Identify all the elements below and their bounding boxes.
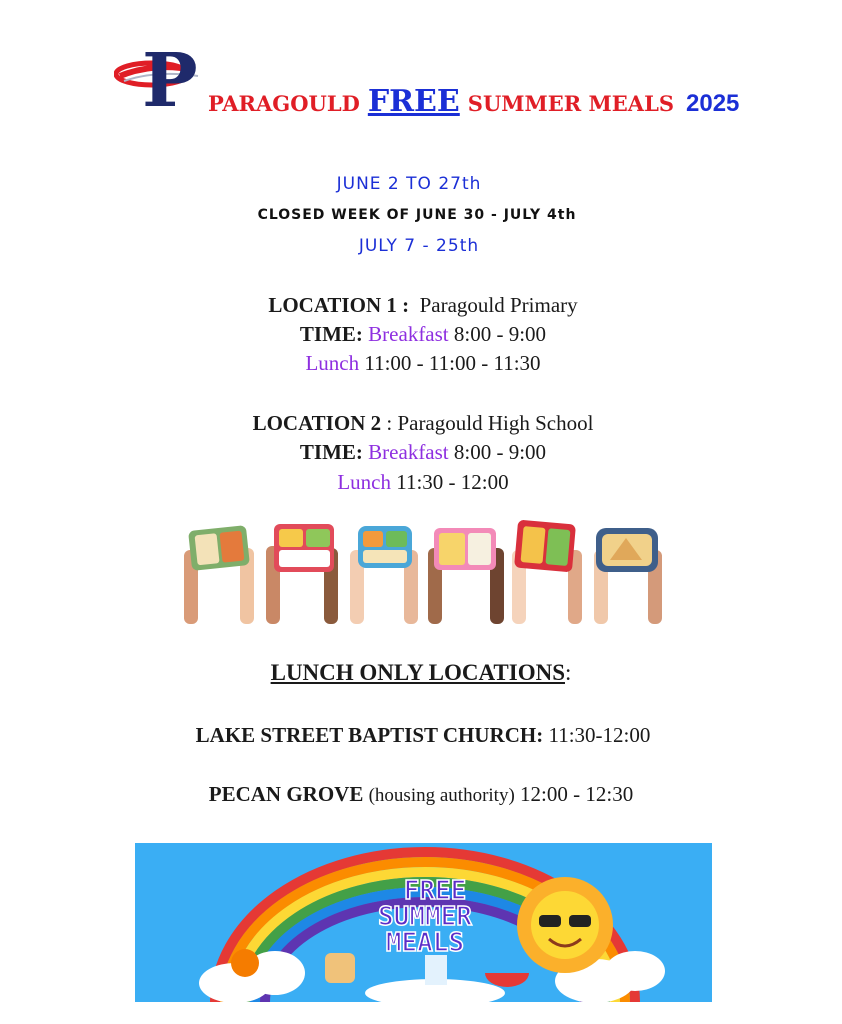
free-summer-meals-banner: [135, 843, 712, 1002]
sun-icon: [517, 877, 613, 973]
location1-lunch-time: 11:00 - 11:00 - 11:30: [364, 351, 541, 375]
title-year: 2025: [686, 90, 740, 117]
milk-carton-icon: [425, 955, 447, 985]
session2-dates: JULY 7 - 25th: [358, 236, 480, 256]
paragould-logo: [114, 40, 204, 112]
location2-name: : Paragould High School: [386, 411, 594, 435]
banner-art: [135, 843, 712, 1002]
location1-name: Paragould Primary: [419, 293, 578, 317]
location1-time-line: [2, 322, 842, 347]
lunchbox-1: [188, 525, 250, 571]
site2-name: PECAN GROVE: [208, 782, 364, 806]
lunch-only-heading: LUNCH ONLY LOCATIONS: [270, 660, 565, 685]
location2-lunch-time: 11:30 - 12:00: [396, 470, 509, 494]
banner-line1: FREE: [403, 876, 467, 906]
site1-time: 11:30-12:00: [548, 723, 651, 747]
location2-label: LOCATION 2: [252, 411, 382, 435]
logo-letter: P: [142, 40, 198, 112]
toast-icon: [325, 953, 355, 983]
location1-breakfast-time: 8:00 - 9:00: [453, 322, 547, 346]
site1-name: LAKE STREET BAPTIST CHURCH:: [195, 723, 544, 747]
lunchbox-3: [358, 526, 412, 568]
location1-lunch-label: Lunch: [305, 351, 360, 375]
location2-time-label: TIME:: [299, 440, 363, 464]
lunchbox-5: [514, 520, 576, 572]
closed-week: CLOSED WEEK OF JUNE 30 - JULY 4th: [257, 207, 577, 223]
location1-lunch-line: [2, 351, 842, 376]
title-part2: SUMMER MEALS: [467, 91, 675, 116]
lunchbox-4: [434, 528, 496, 570]
location2-time-line: [2, 440, 842, 465]
orange-slice-icon: [231, 949, 259, 977]
lunchbox-hands-illustration: [178, 520, 664, 624]
lunchbox-2: [274, 524, 334, 572]
lunch-site-1: [2, 723, 842, 748]
banner-line3: MEALS: [385, 928, 465, 958]
location2-lunch-label: Lunch: [337, 470, 391, 494]
arms-group: [184, 546, 662, 624]
lunch-only-heading-colon: :: [564, 660, 572, 685]
session1-dates: JUNE 2 TO 27th: [336, 174, 482, 194]
lunch-only-heading-line: [0, 660, 842, 686]
lunchbox-6: [596, 528, 658, 572]
location2-line: [2, 411, 842, 436]
site2-time: 12:00 - 12:30: [520, 782, 634, 806]
lunch-site-2: [0, 782, 842, 807]
location1-time-label: TIME:: [299, 322, 363, 346]
location1-breakfast-label: Breakfast: [368, 322, 449, 346]
location1-line: [2, 293, 842, 318]
location2-lunch-line: [2, 470, 842, 495]
banner-line2: SUMMER: [378, 902, 472, 932]
page-title: [208, 84, 739, 119]
title-part1: PARAGOULD: [208, 91, 360, 116]
location2-breakfast-time: 8:00 - 9:00: [453, 440, 547, 464]
title-free: FREE: [367, 84, 460, 119]
site2-note: (housing authority): [368, 785, 515, 806]
location1-label: LOCATION 1 :: [268, 293, 410, 317]
location2-breakfast-label: Breakfast: [368, 440, 449, 464]
